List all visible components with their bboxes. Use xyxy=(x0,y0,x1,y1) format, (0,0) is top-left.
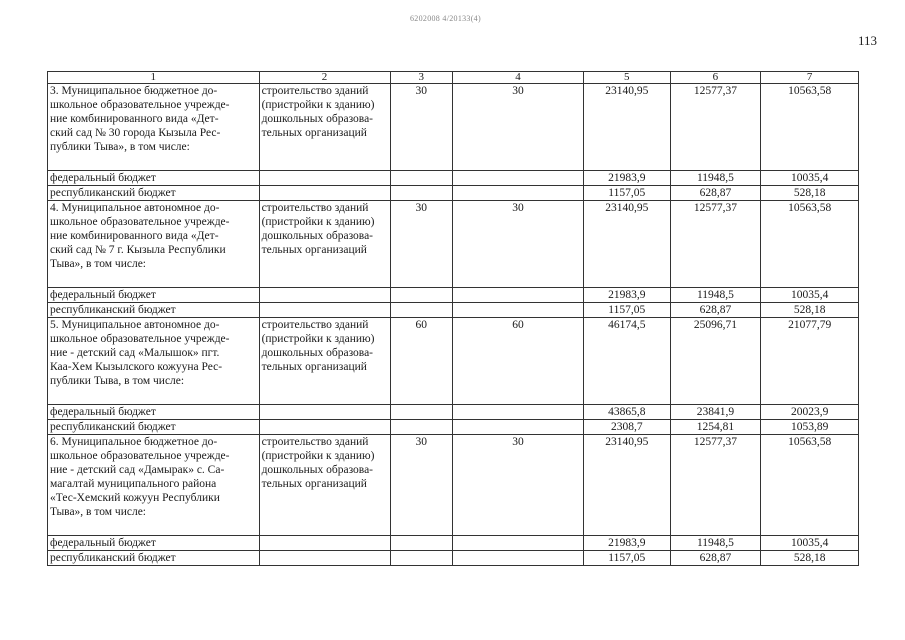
institution-name-cell: 5. Муниципальное автономное до- школьное образовательное учрежде- ние - детский сад «Малышок» пгт. Каа-Хем Кызылского кожууна Рес- публики Тыва, в том числе: xyxy=(48,318,260,405)
empty-cell xyxy=(259,551,390,566)
empty-cell xyxy=(390,536,452,551)
value-col3-cell: 30 xyxy=(390,201,452,288)
budget-source-row xyxy=(48,288,859,303)
empty-cell xyxy=(259,288,390,303)
budget-source-label: республиканский бюджет xyxy=(48,551,260,566)
purpose-cell: строительство зданий (пристройки к зданию) дошкольных образова- тельных организаций xyxy=(259,435,390,536)
institution-name-cell: 4. Муниципальное автономное до- школьное образовательное учрежде- ние комбинированного вида «Дет- ский сад № 7 г. Кызыла Республики Тыва», в том числе: xyxy=(48,201,260,288)
empty-cell xyxy=(390,405,452,420)
value-col3-cell: 30 xyxy=(390,435,452,536)
value-col5-cell: 21983,9 xyxy=(583,536,670,551)
value-col6-cell: 12577,37 xyxy=(670,435,761,536)
budget-source-label: федеральный бюджет xyxy=(48,405,260,420)
budget-source-label: федеральный бюджет xyxy=(48,288,260,303)
value-col3-cell: 60 xyxy=(390,318,452,405)
value-col4-cell: 60 xyxy=(452,318,583,405)
value-col5-cell: 23140,95 xyxy=(583,201,670,288)
value-col5-cell: 23140,95 xyxy=(583,435,670,536)
value-col5-cell: 23140,95 xyxy=(583,84,670,171)
purpose-cell: строительство зданий (пристройки к зданию) дошкольных образова- тельных организаций xyxy=(259,84,390,171)
empty-cell xyxy=(390,551,452,566)
empty-cell xyxy=(452,420,583,435)
budget-source-row xyxy=(48,405,859,420)
value-col7-cell: 10563,58 xyxy=(761,435,859,536)
value-col6-cell: 1254,81 xyxy=(670,420,761,435)
value-col6-cell: 11948,5 xyxy=(670,171,761,186)
budget-source-row xyxy=(48,303,859,318)
empty-cell xyxy=(452,405,583,420)
value-col6-cell: 12577,37 xyxy=(670,84,761,171)
value-col7-cell: 10035,4 xyxy=(761,171,859,186)
value-col7-cell: 1053,89 xyxy=(761,420,859,435)
budget-source-row xyxy=(48,171,859,186)
empty-cell xyxy=(390,171,452,186)
institution-row xyxy=(48,84,859,171)
empty-cell xyxy=(452,303,583,318)
empty-cell xyxy=(452,288,583,303)
value-col6-cell: 628,87 xyxy=(670,186,761,201)
budget-source-label: республиканский бюджет xyxy=(48,186,260,201)
purpose-cell: строительство зданий (пристройки к зданию) дошкольных образова- тельных организаций xyxy=(259,318,390,405)
value-col7-cell: 528,18 xyxy=(761,303,859,318)
empty-cell xyxy=(452,186,583,201)
value-col7-cell: 10563,58 xyxy=(761,201,859,288)
value-col7-cell: 10563,58 xyxy=(761,84,859,171)
value-col7-cell: 20023,9 xyxy=(761,405,859,420)
value-col6-cell: 23841,9 xyxy=(670,405,761,420)
empty-cell xyxy=(259,171,390,186)
header-cell: 5 xyxy=(583,72,670,84)
value-col5-cell: 2308,7 xyxy=(583,420,670,435)
empty-cell xyxy=(390,420,452,435)
budget-source-row xyxy=(48,536,859,551)
header-cell: 7 xyxy=(761,72,859,84)
empty-cell xyxy=(390,186,452,201)
empty-cell xyxy=(259,536,390,551)
budget-source-row xyxy=(48,420,859,435)
empty-cell xyxy=(259,186,390,201)
value-col6-cell: 12577,37 xyxy=(670,201,761,288)
header-cell: 3 xyxy=(390,72,452,84)
budget-source-row xyxy=(48,186,859,201)
empty-cell xyxy=(259,405,390,420)
value-col6-cell: 628,87 xyxy=(670,551,761,566)
empty-cell xyxy=(390,303,452,318)
header-cell: 4 xyxy=(452,72,583,84)
value-col3-cell: 30 xyxy=(390,84,452,171)
empty-cell xyxy=(390,288,452,303)
value-col5-cell: 43865,8 xyxy=(583,405,670,420)
value-col4-cell: 30 xyxy=(452,84,583,171)
budget-source-label: республиканский бюджет xyxy=(48,303,260,318)
budget-source-label: республиканский бюджет xyxy=(48,420,260,435)
budget-source-row xyxy=(48,551,859,566)
value-col6-cell: 25096,71 xyxy=(670,318,761,405)
value-col5-cell: 1157,05 xyxy=(583,551,670,566)
empty-cell xyxy=(259,303,390,318)
budget-source-label: федеральный бюджет xyxy=(48,536,260,551)
value-col6-cell: 628,87 xyxy=(670,303,761,318)
header-row xyxy=(48,72,859,84)
institution-name-cell: 6. Муниципальное бюджетное до- школьное образовательное учрежде- ние - детский сад «Дамырак» с. Са- магалтай муниципального района «Тес-Хемский кожуун Республики Тыва», в том числе: xyxy=(48,435,260,536)
value-col6-cell: 11948,5 xyxy=(670,288,761,303)
empty-cell xyxy=(259,420,390,435)
value-col5-cell: 1157,05 xyxy=(583,303,670,318)
institution-row xyxy=(48,201,859,288)
value-col7-cell: 528,18 xyxy=(761,551,859,566)
purpose-cell: строительство зданий (пристройки к зданию) дошкольных образова- тельных организаций xyxy=(259,201,390,288)
value-col5-cell: 21983,9 xyxy=(583,288,670,303)
institution-row xyxy=(48,435,859,536)
budget-table xyxy=(47,71,859,566)
header-cell: 6 xyxy=(670,72,761,84)
header-cell: 1 xyxy=(48,72,260,84)
value-col7-cell: 528,18 xyxy=(761,186,859,201)
budget-source-label: федеральный бюджет xyxy=(48,171,260,186)
value-col4-cell: 30 xyxy=(452,201,583,288)
institution-row xyxy=(48,318,859,405)
value-col5-cell: 46174,5 xyxy=(583,318,670,405)
header-cell: 2 xyxy=(259,72,390,84)
value-col5-cell: 1157,05 xyxy=(583,186,670,201)
value-col5-cell: 21983,9 xyxy=(583,171,670,186)
institution-name-cell: 3. Муниципальное бюджетное до- школьное образовательное учрежде- ние комбинированного вида «Дет- ский сад № 30 города Кызыла Рес- публики Тыва», в том числе: xyxy=(48,84,260,171)
empty-cell xyxy=(452,171,583,186)
value-col6-cell: 11948,5 xyxy=(670,536,761,551)
value-col7-cell: 10035,4 xyxy=(761,288,859,303)
empty-cell xyxy=(452,551,583,566)
value-col7-cell: 10035,4 xyxy=(761,536,859,551)
empty-cell xyxy=(452,536,583,551)
value-col4-cell: 30 xyxy=(452,435,583,536)
value-col7-cell: 21077,79 xyxy=(761,318,859,405)
document-code: 6202008 4/20133(4) xyxy=(410,14,481,23)
page-number: 113 xyxy=(857,33,877,48)
